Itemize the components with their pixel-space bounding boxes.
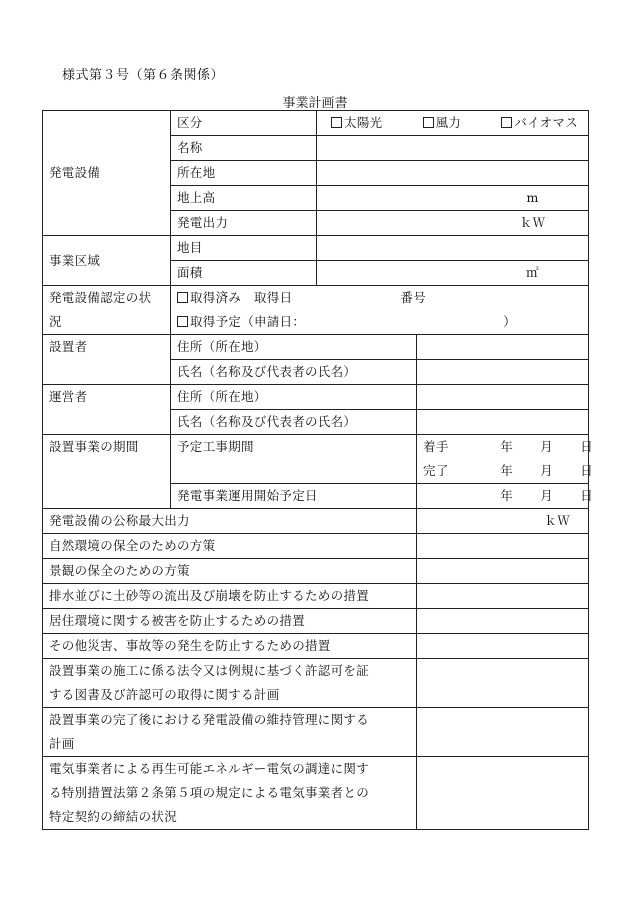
start-date-row	[423, 435, 594, 459]
area-header: 事業区域	[43, 236, 171, 286]
facility-name-field[interactable]	[317, 136, 589, 161]
measure-drainage-field[interactable]	[417, 584, 589, 609]
certification-planned-row	[177, 310, 582, 334]
operator-header: 運営者	[43, 385, 171, 435]
measure-drainage-label: 排水並びに土砂等の流出及び崩壊を防止するための措置	[43, 584, 417, 609]
number-label: 番号	[400, 290, 427, 305]
option-wind-label: 風力	[435, 115, 462, 130]
contract-label-line3: 特定契約の締結の状況	[49, 809, 178, 824]
business-plan-table	[42, 110, 594, 830]
contract-label-line2: る特別措置法第２条第５項の規定による電気事業者との	[49, 785, 370, 800]
max-output-label: 発電設備の公称最大出力	[43, 509, 417, 534]
measure-disaster-field[interactable]	[417, 634, 589, 659]
area-unit: ㎡	[526, 265, 539, 280]
measure-disaster-label: その他災害、事故等の発生を防止するための措置	[43, 634, 417, 659]
area-size-field[interactable]	[317, 261, 589, 286]
option-wind[interactable]	[423, 111, 462, 135]
output-field[interactable]	[317, 211, 589, 236]
max-output-field[interactable]	[417, 509, 589, 534]
planned-close-paren: ）	[503, 314, 517, 329]
day-label: 日	[580, 488, 594, 503]
operation-start-label: 発電事業運用開始予定日	[171, 484, 417, 509]
acquired-label: 取得済み 取得日	[190, 290, 293, 305]
installer-address-label: 住所（所在地）	[171, 335, 417, 360]
day-label: 日	[580, 439, 594, 454]
month-label: 月	[540, 463, 554, 478]
type-options-cell	[317, 111, 589, 136]
option-solar[interactable]	[331, 111, 382, 135]
certification-header-line1: 発電設備認定の状	[49, 290, 152, 305]
maintenance-label	[43, 708, 417, 757]
land-category-label: 地目	[171, 236, 317, 261]
option-biomass[interactable]	[501, 111, 578, 135]
measure-residential-field[interactable]	[417, 609, 589, 634]
operator-name-field[interactable]	[417, 410, 589, 435]
generation-header: 発電設備	[43, 111, 171, 236]
facility-name-label: 名称	[171, 136, 317, 161]
permits-field[interactable]	[417, 659, 589, 708]
operator-address-label: 住所（所在地）	[171, 385, 417, 410]
certification-header-line2: 況	[49, 314, 62, 329]
year-label: 年	[500, 439, 514, 454]
maintenance-field[interactable]	[417, 708, 589, 757]
option-biomass-label: バイオマス	[514, 115, 579, 130]
permits-label	[43, 659, 417, 708]
contract-field[interactable]	[417, 757, 589, 830]
measure-nature-field[interactable]	[417, 534, 589, 559]
operation-start-date-field[interactable]	[417, 484, 594, 509]
month-label: 月	[540, 439, 554, 454]
period-header: 設置事業の期間	[43, 435, 171, 509]
facility-location-field[interactable]	[317, 161, 589, 186]
kubun-label: 区分	[171, 111, 317, 136]
checkbox-icon[interactable]	[501, 117, 512, 128]
measure-residential-label: 居住環境に関する被害を防止するための措置	[43, 609, 417, 634]
checkbox-icon[interactable]	[331, 117, 342, 128]
measure-nature-label: 自然環境の保全のための方策	[43, 534, 417, 559]
height-field[interactable]	[317, 186, 589, 211]
option-solar-label: 太陽光	[344, 115, 383, 130]
checkbox-icon[interactable]	[177, 292, 188, 303]
max-output-unit: ｋＷ	[544, 513, 571, 528]
installer-name-label: 氏名（名称及び代表者の氏名）	[171, 360, 417, 385]
operator-name-label: 氏名（名称及び代表者の氏名）	[171, 410, 417, 435]
end-date-row	[423, 459, 594, 483]
construction-dates-cell[interactable]	[417, 435, 594, 484]
measure-landscape-field[interactable]	[417, 559, 589, 584]
contract-label-line1: 電気事業者による再生可能エネルギー電気の調達に関す	[49, 761, 370, 776]
month-label: 月	[540, 488, 554, 503]
area-size-label: 面積	[171, 261, 317, 286]
installer-address-field[interactable]	[417, 335, 589, 360]
certification-acquired-row	[177, 286, 582, 310]
facility-location-label: 所在地	[171, 161, 317, 186]
document-title: 事業計画書	[282, 96, 348, 111]
checkbox-icon[interactable]	[423, 117, 434, 128]
height-unit: m	[526, 190, 539, 205]
land-category-field[interactable]	[317, 236, 589, 261]
day-label: 日	[580, 463, 594, 478]
certification-status-cell	[171, 286, 589, 335]
permits-label-line1: 設置事業の施工に係る法令又は例規に基づく許認可を証	[49, 663, 370, 678]
certification-header	[43, 286, 171, 335]
checkbox-icon[interactable]	[177, 316, 188, 327]
construction-period-label: 予定工事期間	[171, 435, 417, 484]
installer-header: 設置者	[43, 335, 171, 385]
form-number-label: 様式第３号（第６条関係）	[62, 68, 225, 83]
installer-name-field[interactable]	[417, 360, 589, 385]
measure-landscape-label: 景観の保全のための方策	[43, 559, 417, 584]
start-label: 着手	[423, 439, 449, 454]
height-label: 地上高	[171, 186, 317, 211]
output-label: 発電出力	[171, 211, 317, 236]
end-label: 完了	[423, 463, 449, 478]
operator-address-field[interactable]	[417, 385, 589, 410]
planned-label: 取得予定（申請日：	[190, 314, 306, 329]
maintenance-label-line2: 計画	[49, 736, 75, 751]
permits-label-line2: する図書及び許認可の取得に関する計画	[49, 687, 280, 702]
maintenance-label-line1: 設置事業の完了後における発電設備の維持管理に関する	[49, 712, 370, 727]
contract-label	[43, 757, 417, 830]
year-label: 年	[500, 488, 514, 503]
year-label: 年	[500, 463, 514, 478]
operation-date-row	[423, 484, 594, 508]
output-unit: ｋＷ	[519, 215, 546, 230]
